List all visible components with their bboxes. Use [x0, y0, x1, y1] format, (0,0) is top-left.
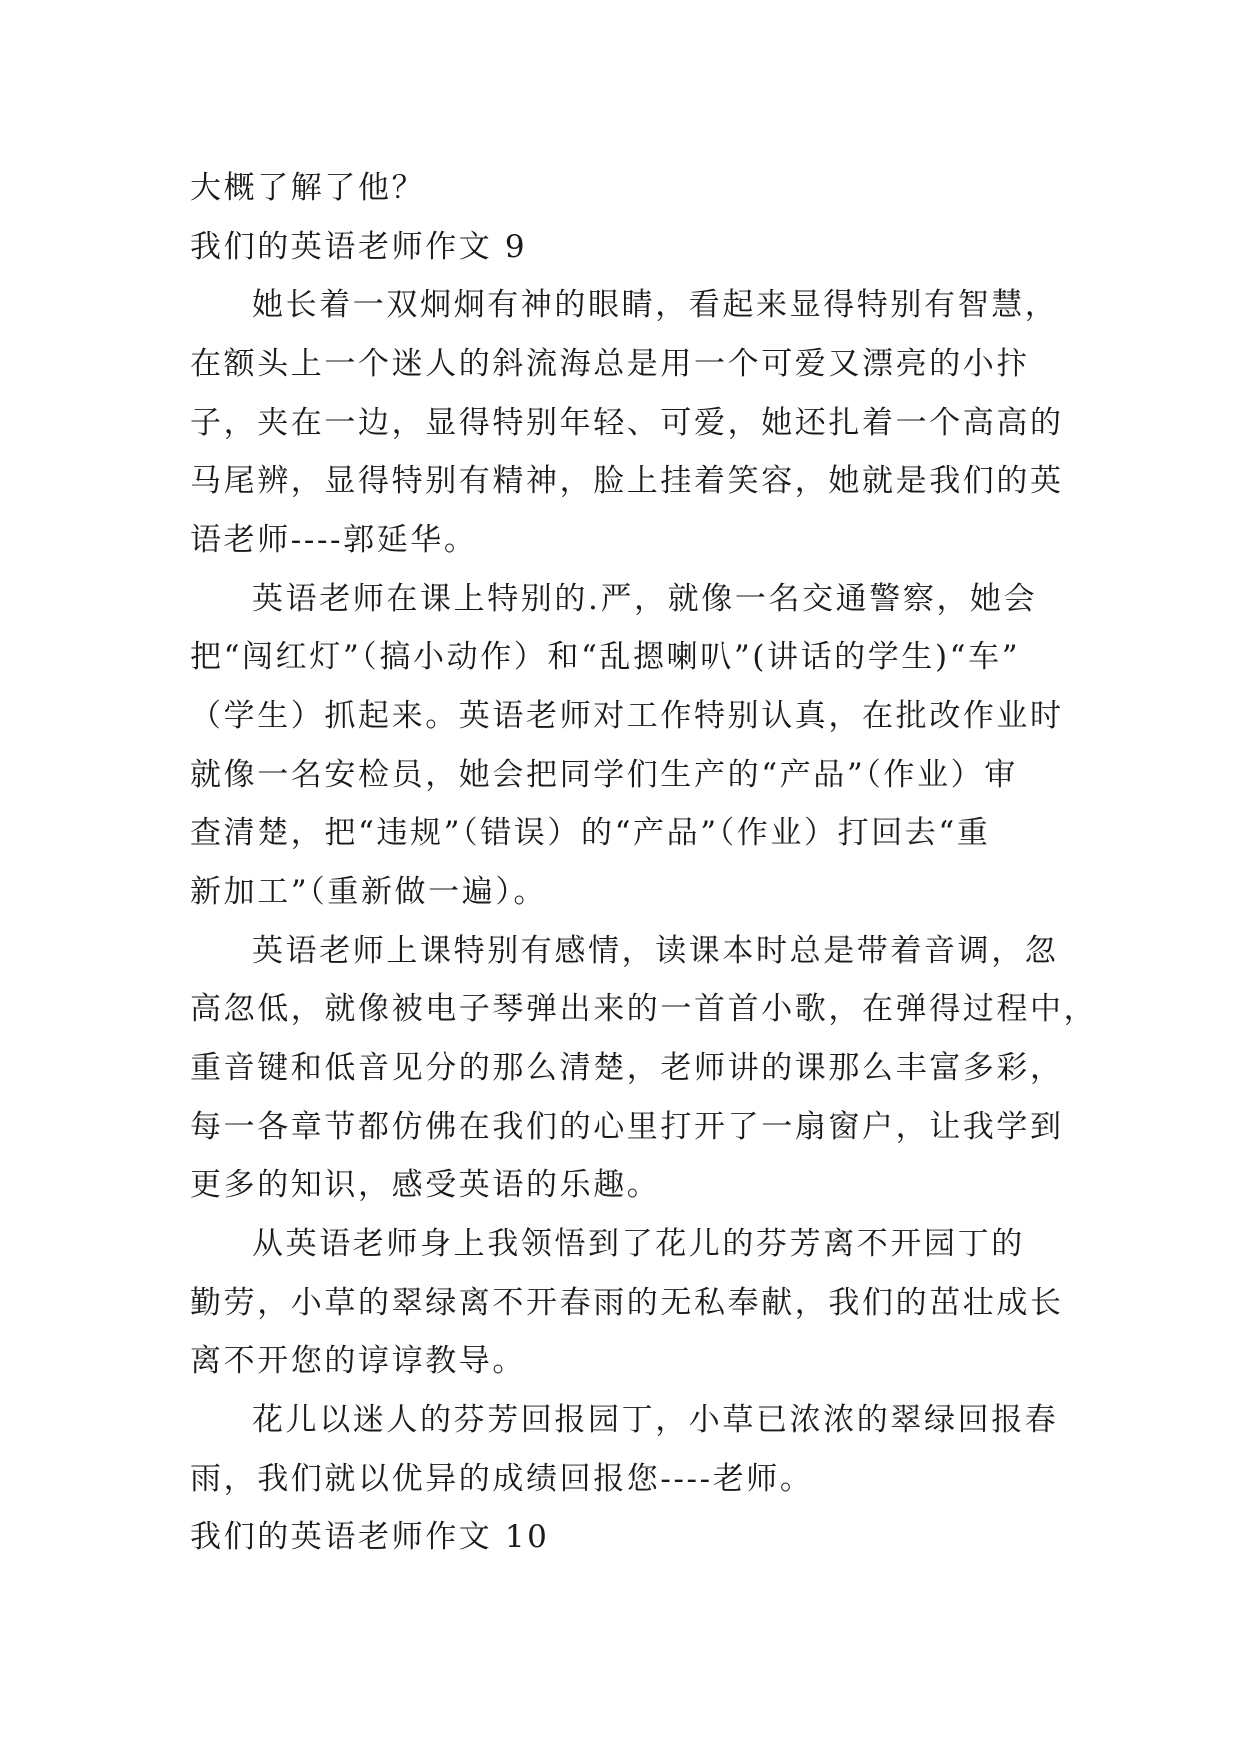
paragraph-line: 新加工”（重新做一遍）。	[190, 874, 548, 910]
paragraph-line: 子，夹在一边，显得特别年轻、可爱，她还扎着一个高高的	[190, 405, 1064, 441]
paragraph-line: 雨，我们就以优异的成绩回报您----老师。	[190, 1461, 814, 1497]
text-line: 大概了解了他？	[190, 170, 426, 206]
paragraph-line: 花儿以迷人的芬芳回报园丁，小草已浓浓的翠绿回报春	[252, 1402, 1059, 1438]
section-heading: 我们的英语老师作文 9	[190, 229, 528, 265]
paragraph-line: 重音键和低音见分的那么清楚，老师讲的课那么丰富多彩，	[190, 1050, 1064, 1086]
paragraph-line: 查清楚，把“违规”（错误）的“产品”（作业）打回去“重	[190, 815, 991, 851]
paragraph-line: 马尾辨，显得特别有精神，脸上挂着笑容，她就是我们的英	[190, 463, 1064, 499]
paragraph-line: 勤劳，小草的翠绿离不开春雨的无私奉献，我们的茁壮成长	[190, 1285, 1064, 1321]
paragraph-line: 英语老师上课特别有感情，读课本时总是带着音调，忽	[252, 933, 1059, 969]
paragraph-line: 从英语老师身上我领悟到了花儿的芬芳离不开园丁的	[252, 1226, 1025, 1262]
paragraph-line: 高忽低，就像被电子琴弹出来的一首首小歌，在弹得过程中，	[190, 991, 1098, 1027]
paragraph-line: 就像一名安检员，她会把同学们生产的“产品”（作业）审	[190, 757, 1018, 793]
paragraph-line: 更多的知识，感受英语的乐趣。	[190, 1167, 661, 1203]
paragraph-line: 在额头上一个迷人的斜流海总是用一个可爱又漂亮的小抃	[190, 346, 1030, 382]
paragraph-line: 她长着一双炯炯有神的眼睛，看起来显得特别有智慧，	[252, 287, 1059, 323]
paragraph-line: （学生）抓起来。英语老师对工作特别认真，在批改作业时	[190, 698, 1064, 734]
section-heading: 我们的英语老师作文 10	[190, 1519, 550, 1555]
paragraph-line: 英语老师在课上特别的.严，就像一名交通警察，她会	[252, 581, 1038, 617]
paragraph-line: 离不开您的谆谆教导。	[190, 1343, 526, 1379]
paragraph-line: 每一各章节都仿佛在我们的心里打开了一扇窗户，让我学到	[190, 1109, 1064, 1145]
paragraph-line: 把“闯红灯”（搞小动作）和“乱摁喇叭”(讲话的学生)“车”	[190, 639, 1021, 675]
paragraph-line: 语老师----郭延华。	[190, 522, 478, 558]
